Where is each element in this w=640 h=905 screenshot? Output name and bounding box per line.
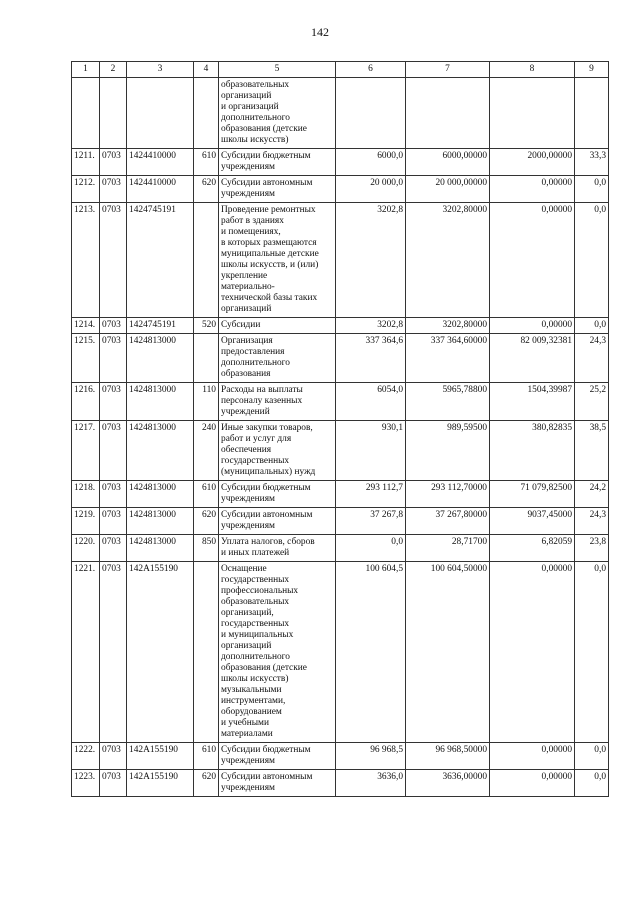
expense-type-cell xyxy=(194,334,219,383)
percent-executed-cell: 24,3 xyxy=(575,508,609,535)
table-row xyxy=(72,481,609,508)
plan-amount-cell: 6000,0 xyxy=(336,149,406,176)
percent-executed-cell xyxy=(575,78,609,149)
table-row xyxy=(72,562,609,743)
table-row xyxy=(72,535,609,562)
plan-amount-cell: 930,1 xyxy=(336,421,406,481)
row-number-cell: 1211. xyxy=(72,149,100,176)
percent-executed-cell: 0,0 xyxy=(575,176,609,203)
percent-executed-cell: 33,3 xyxy=(575,149,609,176)
expense-type-cell: 610 xyxy=(194,149,219,176)
description-cell: Субсидии автономным учреждениям xyxy=(219,176,336,203)
description-cell: Иные закупки товаров, работ и услуг для обеспечения государственных (муниципальных) нужд xyxy=(219,421,336,481)
row-number-cell: 1218. xyxy=(72,481,100,508)
description-cell: Уплата налогов, сборов и иных платежей xyxy=(219,535,336,562)
refined-plan-cell: 3202,80000 xyxy=(406,203,490,318)
expense-type-cell: 620 xyxy=(194,770,219,797)
executed-amount-cell: 6,82059 xyxy=(490,535,575,562)
refined-plan-cell: 20 000,00000 xyxy=(406,176,490,203)
plan-amount-cell: 6054,0 xyxy=(336,383,406,421)
refined-plan-cell: 989,59500 xyxy=(406,421,490,481)
table-header-row xyxy=(72,62,609,78)
executed-amount-cell: 9037,45000 xyxy=(490,508,575,535)
table-row xyxy=(72,383,609,421)
page-number: 142 xyxy=(311,25,329,39)
executed-amount-cell: 0,00000 xyxy=(490,743,575,770)
target-code-cell: 142A155190 xyxy=(127,770,194,797)
row-number-cell: 1215. xyxy=(72,334,100,383)
table-row xyxy=(72,770,609,797)
header-cell: 7 xyxy=(406,62,490,78)
section-code-cell: 0703 xyxy=(100,743,127,770)
executed-amount-cell: 0,00000 xyxy=(490,318,575,334)
plan-amount-cell: 37 267,8 xyxy=(336,508,406,535)
plan-amount-cell: 3202,8 xyxy=(336,203,406,318)
table-row xyxy=(72,78,609,149)
plan-amount-cell: 100 604,5 xyxy=(336,562,406,743)
expense-type-cell: 850 xyxy=(194,535,219,562)
target-code-cell: 1424745191 xyxy=(127,318,194,334)
table-row xyxy=(72,334,609,383)
executed-amount-cell: 0,00000 xyxy=(490,770,575,797)
table-row xyxy=(72,318,609,334)
plan-amount-cell: 0,0 xyxy=(336,535,406,562)
plan-amount-cell: 20 000,0 xyxy=(336,176,406,203)
expense-type-cell: 240 xyxy=(194,421,219,481)
table-row xyxy=(72,203,609,318)
target-code-cell: 1424813000 xyxy=(127,535,194,562)
description-cell: Субсидии автономным учреждениям xyxy=(219,770,336,797)
budget-table xyxy=(71,61,609,797)
plan-amount-cell: 3636,0 xyxy=(336,770,406,797)
description-cell: Оснащение государственных профессиональных образовательных организаций, государственных и муниципальных организаций дополнительного образования (детские школы искусств) музыкальными инструментами, оборудованием и учебными материалами xyxy=(219,562,336,743)
refined-plan-cell: 28,71700 xyxy=(406,535,490,562)
refined-plan-cell: 96 968,50000 xyxy=(406,743,490,770)
table-row xyxy=(72,743,609,770)
refined-plan-cell: 100 604,50000 xyxy=(406,562,490,743)
expense-type-cell: 520 xyxy=(194,318,219,334)
header-cell: 3 xyxy=(127,62,194,78)
percent-executed-cell: 25,2 xyxy=(575,383,609,421)
section-code-cell: 0703 xyxy=(100,535,127,562)
executed-amount-cell: 0,00000 xyxy=(490,203,575,318)
table-body xyxy=(72,62,609,797)
target-code-cell xyxy=(127,78,194,149)
target-code-cell: 1424813000 xyxy=(127,508,194,535)
target-code-cell: 1424745191 xyxy=(127,203,194,318)
row-number-cell xyxy=(72,78,100,149)
executed-amount-cell: 1504,39987 xyxy=(490,383,575,421)
percent-executed-cell: 0,0 xyxy=(575,318,609,334)
table-row xyxy=(72,508,609,535)
section-code-cell xyxy=(100,78,127,149)
percent-executed-cell: 38,5 xyxy=(575,421,609,481)
row-number-cell: 1216. xyxy=(72,383,100,421)
percent-executed-cell: 0,0 xyxy=(575,743,609,770)
target-code-cell: 142A155190 xyxy=(127,562,194,743)
refined-plan-cell: 3636,00000 xyxy=(406,770,490,797)
section-code-cell: 0703 xyxy=(100,481,127,508)
percent-executed-cell: 24,3 xyxy=(575,334,609,383)
percent-executed-cell: 23,8 xyxy=(575,535,609,562)
row-number-cell: 1213. xyxy=(72,203,100,318)
executed-amount-cell: 0,00000 xyxy=(490,562,575,743)
section-code-cell: 0703 xyxy=(100,318,127,334)
description-cell: Субсидии бюджетным учреждениям xyxy=(219,149,336,176)
executed-amount-cell: 82 009,32381 xyxy=(490,334,575,383)
section-code-cell: 0703 xyxy=(100,770,127,797)
executed-amount-cell: 71 079,82500 xyxy=(490,481,575,508)
section-code-cell: 0703 xyxy=(100,149,127,176)
row-number-cell: 1212. xyxy=(72,176,100,203)
expense-type-cell: 610 xyxy=(194,481,219,508)
expense-type-cell: 610 xyxy=(194,743,219,770)
expense-type-cell: 620 xyxy=(194,176,219,203)
header-cell: 4 xyxy=(194,62,219,78)
refined-plan-cell: 6000,00000 xyxy=(406,149,490,176)
row-number-cell: 1222. xyxy=(72,743,100,770)
expense-type-cell: 620 xyxy=(194,508,219,535)
row-number-cell: 1219. xyxy=(72,508,100,535)
target-code-cell: 1424813000 xyxy=(127,481,194,508)
target-code-cell: 1424813000 xyxy=(127,383,194,421)
target-code-cell: 1424813000 xyxy=(127,334,194,383)
row-number-cell: 1220. xyxy=(72,535,100,562)
description-cell: образовательных организаций и организаций дополнительного образования (детские школы искусств) xyxy=(219,78,336,149)
table-row xyxy=(72,149,609,176)
table-row xyxy=(72,176,609,203)
header-cell: 9 xyxy=(575,62,609,78)
refined-plan-cell: 37 267,80000 xyxy=(406,508,490,535)
description-cell: Субсидии автономным учреждениям xyxy=(219,508,336,535)
description-cell: Субсидии xyxy=(219,318,336,334)
executed-amount-cell: 380,82835 xyxy=(490,421,575,481)
target-code-cell: 1424410000 xyxy=(127,176,194,203)
refined-plan-cell: 337 364,60000 xyxy=(406,334,490,383)
expense-type-cell xyxy=(194,78,219,149)
plan-amount-cell: 3202,8 xyxy=(336,318,406,334)
description-cell: Субсидии бюджетным учреждениям xyxy=(219,743,336,770)
section-code-cell: 0703 xyxy=(100,421,127,481)
target-code-cell: 1424813000 xyxy=(127,421,194,481)
header-cell: 2 xyxy=(100,62,127,78)
target-code-cell: 1424410000 xyxy=(127,149,194,176)
refined-plan-cell: 3202,80000 xyxy=(406,318,490,334)
row-number-cell: 1214. xyxy=(72,318,100,334)
plan-amount-cell xyxy=(336,78,406,149)
expense-type-cell: 110 xyxy=(194,383,219,421)
refined-plan-cell: 293 112,70000 xyxy=(406,481,490,508)
expense-type-cell xyxy=(194,203,219,318)
plan-amount-cell: 293 112,7 xyxy=(336,481,406,508)
section-code-cell: 0703 xyxy=(100,203,127,318)
executed-amount-cell: 0,00000 xyxy=(490,176,575,203)
percent-executed-cell: 24,2 xyxy=(575,481,609,508)
header-cell: 6 xyxy=(336,62,406,78)
percent-executed-cell: 0,0 xyxy=(575,770,609,797)
row-number-cell: 1223. xyxy=(72,770,100,797)
executed-amount-cell: 2000,00000 xyxy=(490,149,575,176)
plan-amount-cell: 337 364,6 xyxy=(336,334,406,383)
percent-executed-cell: 0,0 xyxy=(575,203,609,318)
description-cell: Организация предоставления дополнительного образования xyxy=(219,334,336,383)
expense-type-cell xyxy=(194,562,219,743)
section-code-cell: 0703 xyxy=(100,508,127,535)
percent-executed-cell: 0,0 xyxy=(575,562,609,743)
target-code-cell: 142A155190 xyxy=(127,743,194,770)
table-row xyxy=(72,421,609,481)
description-cell: Субсидии бюджетным учреждениям xyxy=(219,481,336,508)
section-code-cell: 0703 xyxy=(100,562,127,743)
row-number-cell: 1217. xyxy=(72,421,100,481)
row-number-cell: 1221. xyxy=(72,562,100,743)
header-cell: 8 xyxy=(490,62,575,78)
refined-plan-cell xyxy=(406,78,490,149)
plan-amount-cell: 96 968,5 xyxy=(336,743,406,770)
description-cell: Проведение ремонтных работ в зданиях и помещениях, в которых размещаются муниципальные детские школы искусств, и (или) укрепление материально- технической базы таких организаций xyxy=(219,203,336,318)
refined-plan-cell: 5965,78800 xyxy=(406,383,490,421)
header-cell: 5 xyxy=(219,62,336,78)
executed-amount-cell xyxy=(490,78,575,149)
header-cell: 1 xyxy=(72,62,100,78)
section-code-cell: 0703 xyxy=(100,176,127,203)
section-code-cell: 0703 xyxy=(100,383,127,421)
section-code-cell: 0703 xyxy=(100,334,127,383)
description-cell: Расходы на выплаты персоналу казенных учреждений xyxy=(219,383,336,421)
